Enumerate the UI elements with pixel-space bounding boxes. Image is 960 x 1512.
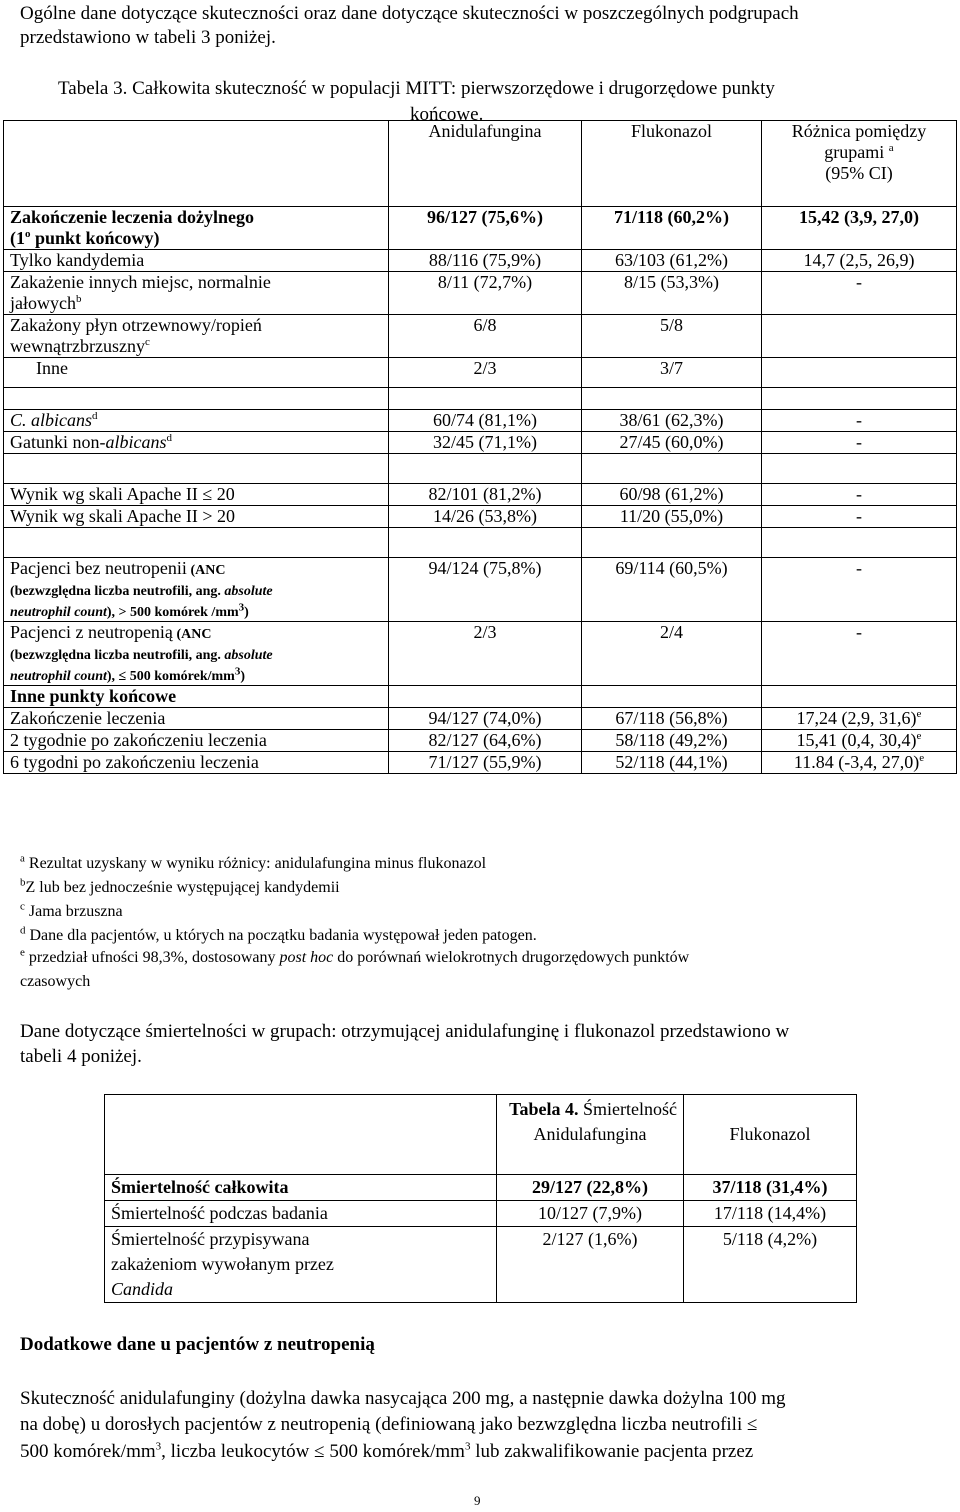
table4-caption: Tabela 4. Śmiertelność: [509, 1099, 677, 1119]
table4-row-total: Śmiertelność całkowita 29/127 (22,8%) 37/118 (31,4%): [105, 1175, 857, 1201]
footnote-a: $^a$ Rezultat uzyskany w wyniku różnicy: anidulafungina minus flukonazol: [20, 852, 487, 872]
table-row-zakonczenie: Zakończenie leczenia 94/127 (74,0%) 67/118 (56,8%) 17,24 (2,9, 31,6)$^e$: [4, 708, 957, 730]
footnote-b: $^b$Z lub bez jednocześnie występującej kandydemii: [20, 876, 340, 896]
table-row-primary: Zakończenie leczenia dożylnego (1$^o$ punkt końcowy) 96/127 (75,6%) 71/118 (60,2%) 15,42 (3,9, 27,0): [4, 207, 957, 250]
table4-header-flukonazol: Flukonazol: [684, 1095, 857, 1175]
header-flukonazol: Flukonazol: [582, 121, 762, 207]
table-row-albicans: C. albicans$^d$ 60/74 (81,1%) 38/61 (62,3%) -: [4, 410, 957, 432]
table-row-apache-gt: Wynik wg skali Apache II > 20 14/26 (53,8%) 11/20 (55,0%) -: [4, 506, 957, 528]
table3-caption-line-1: Tabela 3. Całkowita skuteczność w populacji MITT: pierwszorzędowe i drugorzędowe punkty: [58, 78, 775, 99]
table-row-inne: Inne 2/3 3/7: [4, 358, 957, 388]
header-anidulafungina: Anidulafungina: [389, 121, 582, 207]
neutropenia-line-1: Skuteczność anidulafunginy (dożylna dawka nasycająca 200 mg, a następnie dawka dożylna 100 mg: [20, 1388, 786, 1409]
table4-row-study: Śmiertelność podczas badania 10/127 (7,9%) 17/118 (14,4%): [105, 1201, 857, 1227]
footnote-d: $^d$ Dane dla pacjentów, u których na początku badania występował jeden patogen.: [20, 924, 537, 944]
table-row-2-tygodnie: 2 tygodnie po zakończeniu leczenia 82/127 (64,6%) 58/118 (49,2%) 15,41 (0,4, 30,4)$^e$: [4, 730, 957, 752]
table4-row-attributable: Śmiertelność przypisywana zakażeniom wywołanym przez Candida 2/127 (1,6%) 5/118 (4,2%): [105, 1227, 857, 1303]
page-number: 9: [474, 1493, 481, 1508]
table-row-kandydemia: Tylko kandydemia 88/116 (75,9%) 63/103 (61,2%) 14,7 (2,5, 26,9): [4, 250, 957, 272]
header-difference: Różnica pomiędzy grupami $^a$ (95% CI): [762, 121, 957, 207]
mortality-intro-line-1: Dane dotyczące śmiertelności w grupach: otrzymującej anidulafunginę i flukonazol przedstawiono w: [20, 1021, 790, 1042]
intro-line-1: Ogólne dane dotyczące skuteczności oraz dane dotyczące skuteczności w poszczególnych podgrupach: [20, 3, 799, 24]
footnote-e-line-2: czasowych: [20, 973, 91, 990]
mortality-intro-line-2: tabeli 4 poniżej.: [20, 1046, 142, 1067]
efficacy-table: [3, 120, 957, 774]
table-row-zakazenie: Zakażenie innych miejsc, normalnie jałowych$^b$ 8/11 (72,7%) 8/15 (53,3%) -: [4, 272, 957, 315]
table-row-z-neutropenia: Pacjenci z neutropenią (ANC (bezwzględna liczba neutrofili, ang. absolute neutrophil count), ≤ 500 komórek/$mm^3$) 2/3 2/4 -: [4, 622, 957, 686]
neutropenia-line-2: na dobę) u dorosłych pacjentów z neutropenią (definiowaną jako bezwzględna liczba neutrofili ≤: [20, 1414, 758, 1435]
table4-header-anidulafungina: Anidulafungina: [533, 1124, 647, 1144]
footnote-e: $^e$ przedział ufności 98,3%, dostosowany post hoc do porównań wielokrotnych drugorzędowych punktów: [20, 946, 690, 966]
intro-line-2: przedstawiono w tabeli 3 poniżej.: [20, 27, 276, 48]
table-row-bez-neutropenii: Pacjenci bez neutropenii (ANC (bezwzględna liczba neutrofili, ang. absolute neutrophil count), > 500 komórek $/mm^3$) 94/124 (75,8%) 69/114 (60,5%) -: [4, 558, 957, 622]
neutropenia-heading: Dodatkowe dane u pacjentów z neutropenią: [20, 1334, 375, 1355]
table-row-apache-le: Wynik wg skali Apache II ≤ 20 82/101 (81,2%) 60/98 (61,2%) -: [4, 484, 957, 506]
footnote-c: $^c$ Jama brzuszna: [20, 900, 123, 920]
mortality-table: [104, 1094, 857, 1303]
table-row-inne-punkty: Inne punkty końcowe: [4, 686, 957, 708]
neutropenia-line-3: 500 komórek/$mm^3$, liczba leukocytów ≤ 500 komórek/$mm^3$ lub zakwalifikowanie pacjenta przez: [20, 1440, 754, 1462]
table-row-nonalbicans: Gatunki non-albicans$^d$ 32/45 (71,1%) 27/45 (60,0%) -: [4, 432, 957, 454]
table3-caption-line-2: końcowe.: [410, 104, 484, 125]
table-row-plyn: Zakażony płyn otrzewnowy/ropień wewnątrzbrzuszny$^c$ 6/8 5/8: [4, 315, 957, 358]
table-row-6-tygodni: 6 tygodni po zakończeniu leczenia 71/127 (55,9%) 52/118 (44,1%) 11.84 (-3,4, 27,0)$^e$: [4, 752, 957, 774]
